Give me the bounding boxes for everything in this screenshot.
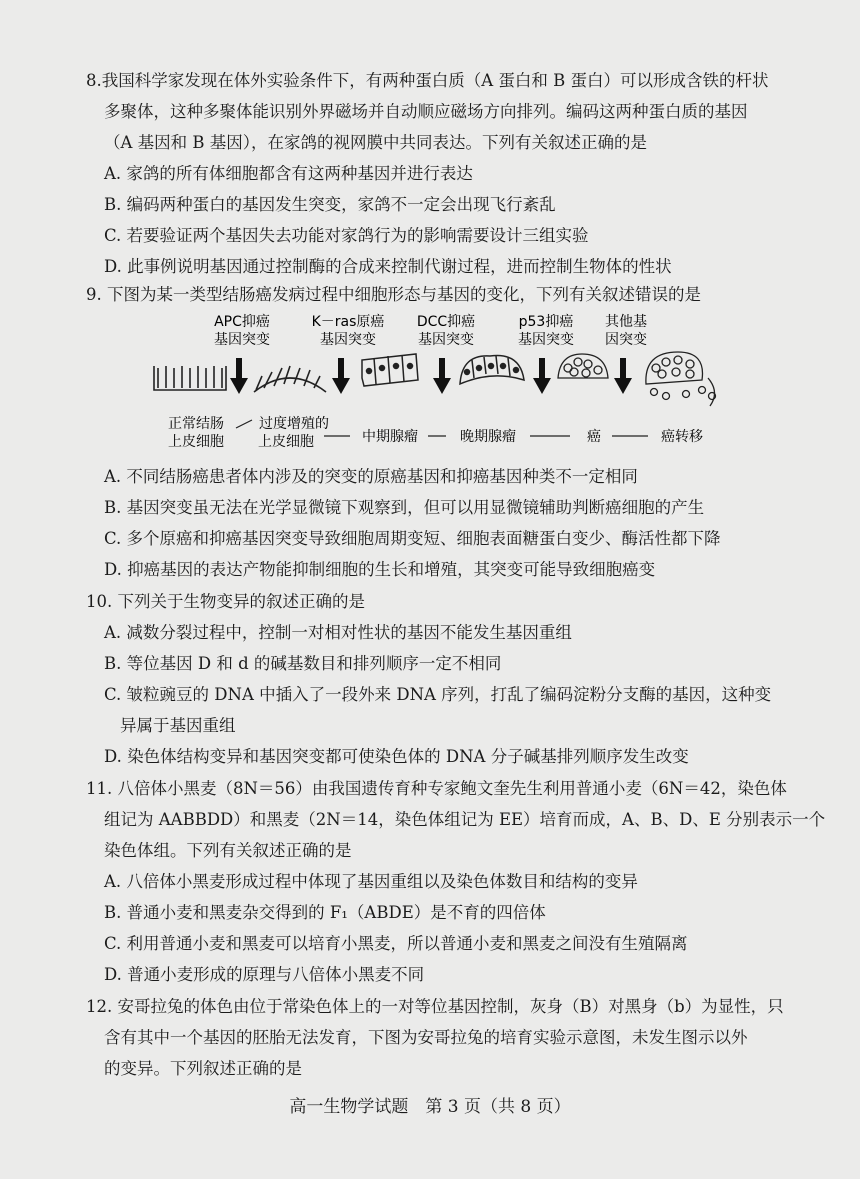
stage-label-6: 癌转移 xyxy=(661,429,703,445)
stage-label-3: 中期腺瘤 xyxy=(362,429,418,445)
q10-stem: 10. 下列关于生物变异的叙述正确的是 xyxy=(86,592,365,611)
arrow-down-icon xyxy=(433,358,451,394)
q11-option-b: B. 普通小麦和黑麦杂交得到的 F₁（ABDE）是不育的四倍体 xyxy=(104,903,546,922)
q11-stem-line-1: 11. 八倍体小黑麦（8N＝56）由我国遗传育种专家鲍文奎先生利用普通小麦（6N＝42，染色体 xyxy=(86,779,787,798)
q8-option-a: A. 家鸽的所有体细胞都含有这两种基因并进行表达 xyxy=(104,164,473,183)
carcinoma-icon xyxy=(558,354,608,378)
q12-stem-line-3: 的变异。下列叙述正确的是 xyxy=(104,1059,302,1078)
mutation-label-2-line-1: K－ras原癌 xyxy=(311,314,385,330)
normal-epithelium-icon xyxy=(154,366,226,390)
arrow-down-icon xyxy=(533,358,551,394)
q12-stem-line-2: 含有其中一个基因的胚胎无法发育，下图为安哥拉兔的培育实验示意图，未发生图示以外 xyxy=(104,1028,748,1047)
mutation-label-5-line-1: 其他基 xyxy=(605,314,647,330)
q9-option-b: B. 基因突变虽无法在光学显微镜下观察到，但可以用显微镜辅助判断癌细胞的产生 xyxy=(104,498,705,517)
colon-cancer-diagram xyxy=(150,308,730,458)
stage-label-1-line-1: 正常结肠 xyxy=(168,416,224,432)
arrow-down-icon xyxy=(614,358,632,394)
q11-stem-line-3: 染色体组。下列有关叙述正确的是 xyxy=(104,841,352,860)
q8-option-d: D. 此事例说明基因通过控制酶的合成来控制代谢过程，进而控制生物体的性状 xyxy=(104,257,672,276)
q10-option-a: A. 减数分裂过程中，控制一对相对性状的基因不能发生基因重组 xyxy=(104,623,572,642)
stage-label-2-line-2: 上皮细胞 xyxy=(258,434,314,450)
mutation-label-1-line-2: 基因突变 xyxy=(214,332,270,348)
metastasis-icon xyxy=(646,352,716,406)
stage-label-1-line-2: 上皮细胞 xyxy=(168,434,224,450)
q12-stem-line-1: 12. 安哥拉兔的体色由位于常染色体上的一对等位基因控制，灰身（B）对黑身（b）为显性，只 xyxy=(86,997,784,1016)
mutation-label-2-line-2: 基因突变 xyxy=(320,332,376,348)
arrow-down-icon xyxy=(332,358,350,394)
q8-stem-line-1: 8.我国科学家发现在体外实验条件下，有两种蛋白质（A 蛋白和 B 蛋白）可以形成含铁的杆状 xyxy=(86,71,769,90)
q9-option-d: D. 抑癌基因的表达产物能抑制细胞的生长和增殖，其突变可能导致细胞癌变 xyxy=(104,560,656,579)
q9-stem: 9. 下图为某一类型结肠癌发病过程中细胞形态与基因的变化，下列有关叙述错误的是 xyxy=(86,285,701,304)
q8-option-b: B. 编码两种蛋白的基因发生突变，家鸽不一定会出现飞行紊乱 xyxy=(104,195,556,214)
mutation-label-4-line-2: 基因突变 xyxy=(518,332,574,348)
mutation-label-3-line-1: DCC抑癌 xyxy=(416,314,476,330)
stage-label-5: 癌 xyxy=(587,429,601,445)
q9-option-c: C. 多个原癌和抑癌基因突变导致细胞周期变短、细胞表面糖蛋白变少、酶活性都下降 xyxy=(104,529,721,548)
q9-option-a: A. 不同结肠癌患者体内涉及的突变的原癌基因和抑癌基因种类不一定相同 xyxy=(104,467,638,486)
arrow-down-icon xyxy=(230,358,248,394)
hyperplastic-epithelium-icon xyxy=(254,366,326,392)
mutation-label-4-line-1: p53抑癌 xyxy=(518,314,574,330)
q10-option-c-line-1: C. 皱粒豌豆的 DNA 中插入了一段外来 DNA 序列，打乱了编码淀粉分支酶的基因，这种变 xyxy=(104,685,772,704)
mutation-label-1-line-1: APC抑癌 xyxy=(214,314,270,330)
q10-option-b: B. 等位基因 D 和 d 的碱基数目和排列顺序一定不相同 xyxy=(104,654,502,673)
stage-label-2-line-1: 过度增殖的 xyxy=(259,416,329,432)
q10-option-c-line-2: 异属于基因重组 xyxy=(120,716,236,735)
q11-option-c: C. 利用普通小麦和黑麦可以培育小黑麦，所以普通小麦和黑麦之间没有生殖隔离 xyxy=(104,934,688,953)
q11-option-a: A. 八倍体小黑麦形成过程中体现了基因重组以及染色体数目和结构的变异 xyxy=(104,872,638,891)
late-adenoma-icon xyxy=(460,356,524,385)
page-footer: 高一生物学试题 第 3 页（共 8 页） xyxy=(289,1097,571,1117)
q8-stem-line-3: （A 基因和 B 基因），在家鸽的视网膜中共同表达。下列有关叙述正确的是 xyxy=(104,133,648,152)
q8-stem-line-2: 多聚体，这种多聚体能识别外界磁场并自动顺应磁场方向排列。编码这两种蛋白质的基因 xyxy=(104,102,748,121)
q11-stem-line-2: 组记为 AABBDD）和黑麦（2N＝14，染色体组记为 EE）培育而成，A、B、D、E 分别表示一个 xyxy=(104,810,826,829)
mutation-label-3-line-2: 基因突变 xyxy=(418,332,474,348)
mutation-label-5-line-2: 因突变 xyxy=(605,332,647,348)
q8-option-c: C. 若要验证两个基因失去功能对家鸽行为的影响需要设计三组实验 xyxy=(104,226,589,245)
q11-option-d: D. 普通小麦形成的原理与八倍体小黑麦不同 xyxy=(104,965,425,984)
stage-label-4: 晚期腺瘤 xyxy=(460,429,516,445)
intermediate-adenoma-icon xyxy=(362,354,418,386)
q10-option-d: D. 染色体结构变异和基因突变都可使染色体的 DNA 分子碱基排列顺序发生改变 xyxy=(104,747,689,766)
